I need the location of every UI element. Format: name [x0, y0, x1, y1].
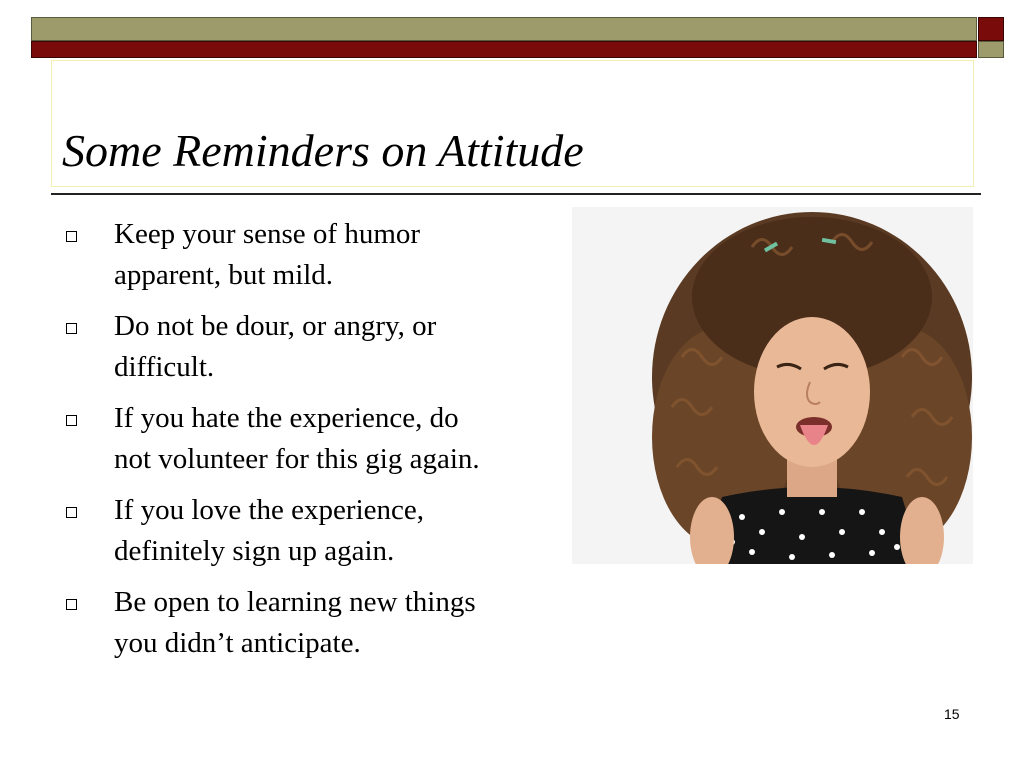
bullet-text: If you hate the experience, do not volunteer for this gig again. — [114, 402, 480, 475]
corner-square-olive — [978, 41, 1004, 58]
bullet-text: Do not be dour, or angry, or difficult. — [114, 310, 437, 383]
bullet-list — [62, 214, 492, 674]
girl-illustration — [572, 207, 973, 564]
hollow-square-icon — [66, 415, 77, 426]
slide-number: 15 — [944, 706, 960, 722]
bullet-text: If you love the experience, definitely sign up again. — [114, 494, 424, 567]
hollow-square-icon — [66, 507, 77, 518]
bullet-item — [62, 490, 492, 572]
girl-photo — [572, 207, 973, 564]
hollow-square-icon — [66, 323, 77, 334]
bullet-item — [62, 214, 492, 296]
title-divider — [51, 193, 981, 195]
header-bar-maroon — [31, 41, 977, 58]
bullet-item — [62, 582, 492, 664]
hollow-square-icon — [66, 599, 77, 610]
hollow-square-icon — [66, 231, 77, 242]
bullet-text: Be open to learning new things you didn’t anticipate. — [114, 586, 476, 659]
corner-square-maroon — [978, 17, 1004, 41]
slide-title: Some Reminders on Attitude — [62, 125, 584, 176]
bullet-text: Keep your sense of humor apparent, but mild. — [114, 218, 421, 291]
bullet-item — [62, 398, 492, 480]
bullet-item — [62, 306, 492, 388]
header-bar-olive — [31, 17, 977, 41]
